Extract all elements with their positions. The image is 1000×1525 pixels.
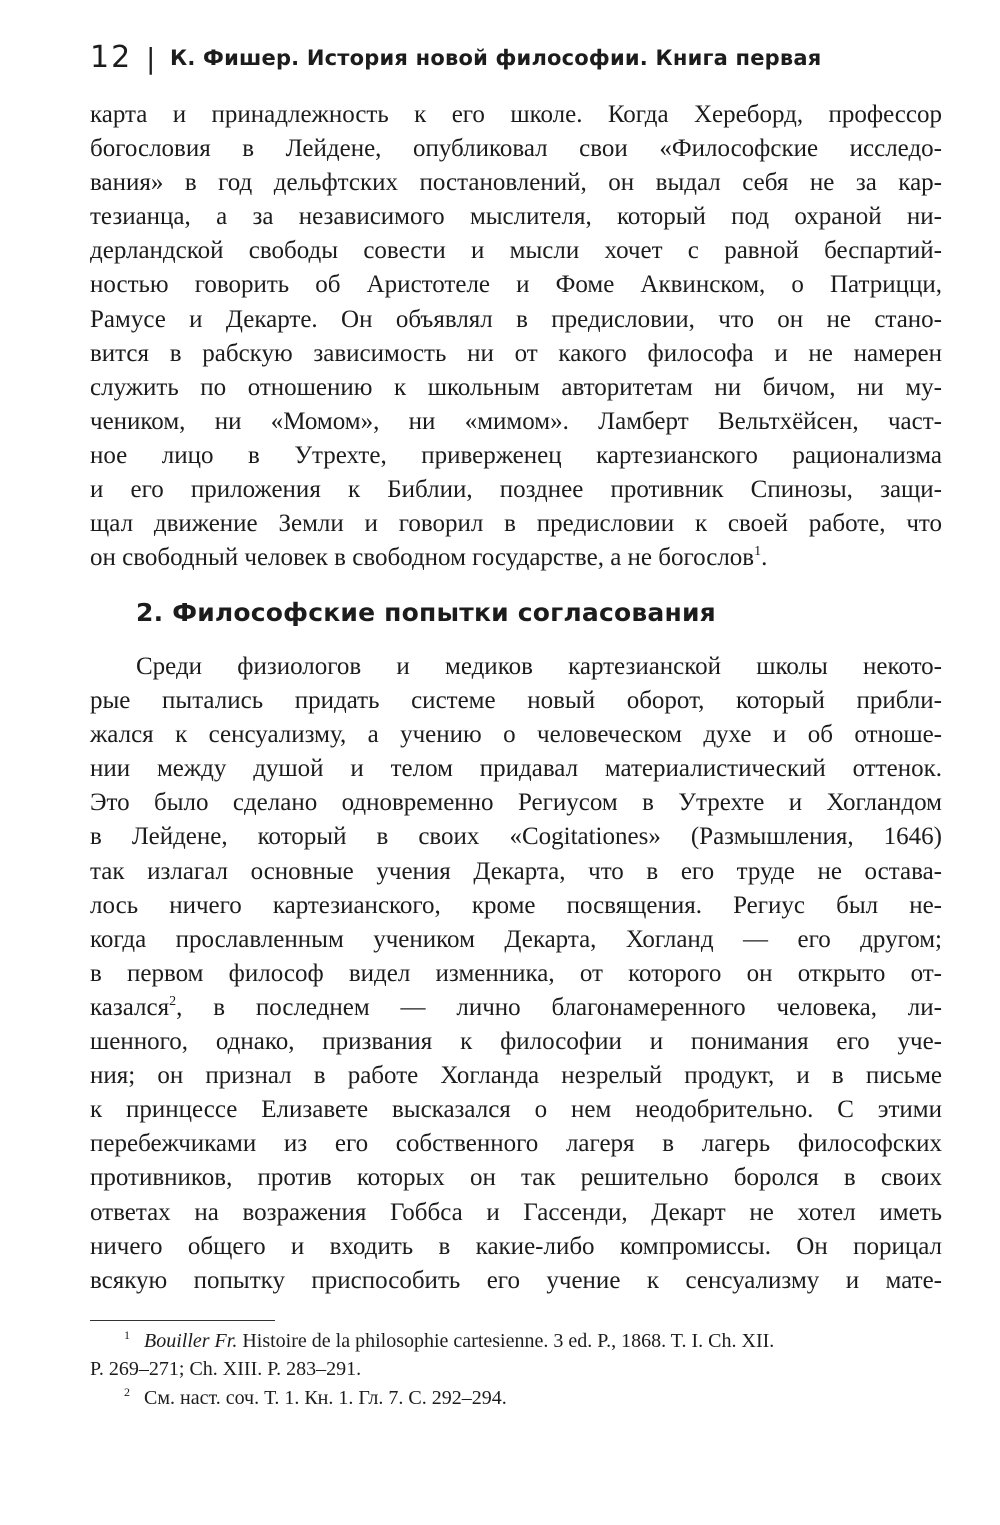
footnote-author: Bouiller Fr. — [144, 1330, 238, 1352]
text-line: Это было сделано одновременно Региусом в Утрехте и Хогландом — [90, 789, 942, 817]
text-line: в Лейдене, который в своих «Cogitationes» (Размышления, 1646) — [90, 823, 942, 851]
text-line — [90, 991, 942, 1025]
text-line: рые пытались придать системе новый оборот, который прибли- — [90, 687, 942, 715]
text-line: так излагал основные учения Декарта, что в его труде не остава- — [90, 857, 942, 885]
text-line — [90, 541, 942, 575]
text-line: в первом философ видел изменника, от которого он открыто от- — [90, 959, 942, 987]
text-line: дерландской свободы совести и мысли хочет с равной беспартий- — [90, 237, 942, 265]
footnote-line: P. 269–271; Ch. XIII. P. 283–291. — [90, 1358, 362, 1380]
footnote-2 — [90, 1384, 942, 1412]
paragraph-2 — [90, 650, 942, 1298]
page-number: 12 — [90, 40, 133, 75]
text-line: ответах на возражения Гоббса и Гассенди, Декарт не хотел иметь — [90, 1198, 942, 1226]
text-line: богословия в Лейдене, опубликовал свои «Философские исследо- — [90, 135, 942, 163]
text-line: нии между душой и телом придавал материалистический оттенок. — [90, 755, 942, 783]
footnote-ref-1[interactable]: 1 — [754, 544, 762, 560]
footnote-line — [90, 1384, 942, 1412]
footnote-number: 1 — [124, 1328, 130, 1342]
text-line: ния; он признал в работе Хогланда незрелый продукт, и в письме — [90, 1062, 942, 1090]
line-text: казался — [90, 993, 170, 1021]
footnote-ref-2[interactable]: 2 — [169, 993, 177, 1009]
text-line: ностью говорить об Аристотеле и Фоме Аквинском, о Патрицци, — [90, 271, 942, 299]
footnote-text: См. наст. соч. Т. 1. Кн. 1. Гл. 7. С. 292–294. — [144, 1387, 507, 1409]
section-heading: 2. Философские попытки согласования — [136, 598, 716, 627]
text-line: тезианца, а за независимого мыслителя, который под охраной ни- — [90, 203, 942, 231]
footnote-text: Histoire de la philosophie cartesienne. 3 ed. P., 1868. T. I. Ch. XII. — [237, 1330, 775, 1352]
text-line: служить по отношению к школьным авторитетам ни бичом, ни му- — [90, 373, 942, 401]
text-line: щал движение Земли и говорил в предисловии к своей работе, что — [90, 510, 942, 538]
text-line: вания» в год дельфтских постановлений, он выдал себя не за кар- — [90, 169, 942, 197]
text-line: и его приложения к Библии, позднее противник Спинозы, защи- — [90, 476, 942, 504]
text-line: шенного, однако, призвания к философии и понимания его уче- — [90, 1028, 942, 1056]
text-line: ничего общего и входить в какие-либо компромиссы. Он порицал — [90, 1232, 942, 1260]
footnote-divider — [90, 1320, 275, 1321]
footnote-number: 2 — [124, 1385, 130, 1399]
text-line: когда прославленным учеником Декарта, Хогланд — его другом; — [90, 925, 942, 953]
text-line: всякую попытку приспособить его учение к сенсуализму и мате- — [90, 1266, 942, 1294]
text-line: вится в рабскую зависимость ни от какого философа и не намерен — [90, 339, 942, 367]
text-line: Среди физиологов и медиков картезианской школы некото- — [136, 653, 942, 680]
text-line: лось ничего картезианского, кроме посвящения. Региус был не- — [90, 891, 942, 919]
text-line: чеником, ни «Момом», ни «мимом». Ламберт Вельтхёйсен, част- — [90, 407, 942, 435]
text-line: перебежчиками из его собственного лагеря в лагерь философских — [90, 1130, 942, 1158]
text-line: карта и принадлежность к его школе. Когда Херeборд, профессор — [90, 101, 942, 128]
footnote-1 — [90, 1327, 942, 1383]
footnote-line — [90, 1327, 942, 1355]
running-header — [90, 36, 950, 80]
running-title: К. Фишер. История новой философии. Книга первая — [170, 46, 822, 70]
line-end: . — [761, 544, 768, 572]
paragraph-1 — [90, 98, 942, 575]
text-line: ное лицо в Утрехте, приверженец картезианского рационализма — [90, 441, 942, 469]
text-line: к принцессе Елизавете высказался о нем неодобрительно. С этими — [90, 1096, 942, 1124]
text-line: противников, против которых он так решительно боролся в своих — [90, 1164, 942, 1192]
text-line: жался к сенсуализму, а учению о человеческом духе и об отноше- — [90, 721, 942, 749]
line-text: он свободный человек в свободном государстве, а не богослов — [90, 544, 755, 572]
line-text: , в последнем — лично благонамеренного человека, ли- — [176, 993, 942, 1021]
text-line: Рамусе и Декарте. Он объявлял в предисловии, что он не стано- — [90, 305, 942, 333]
header-separator: | — [146, 42, 156, 75]
